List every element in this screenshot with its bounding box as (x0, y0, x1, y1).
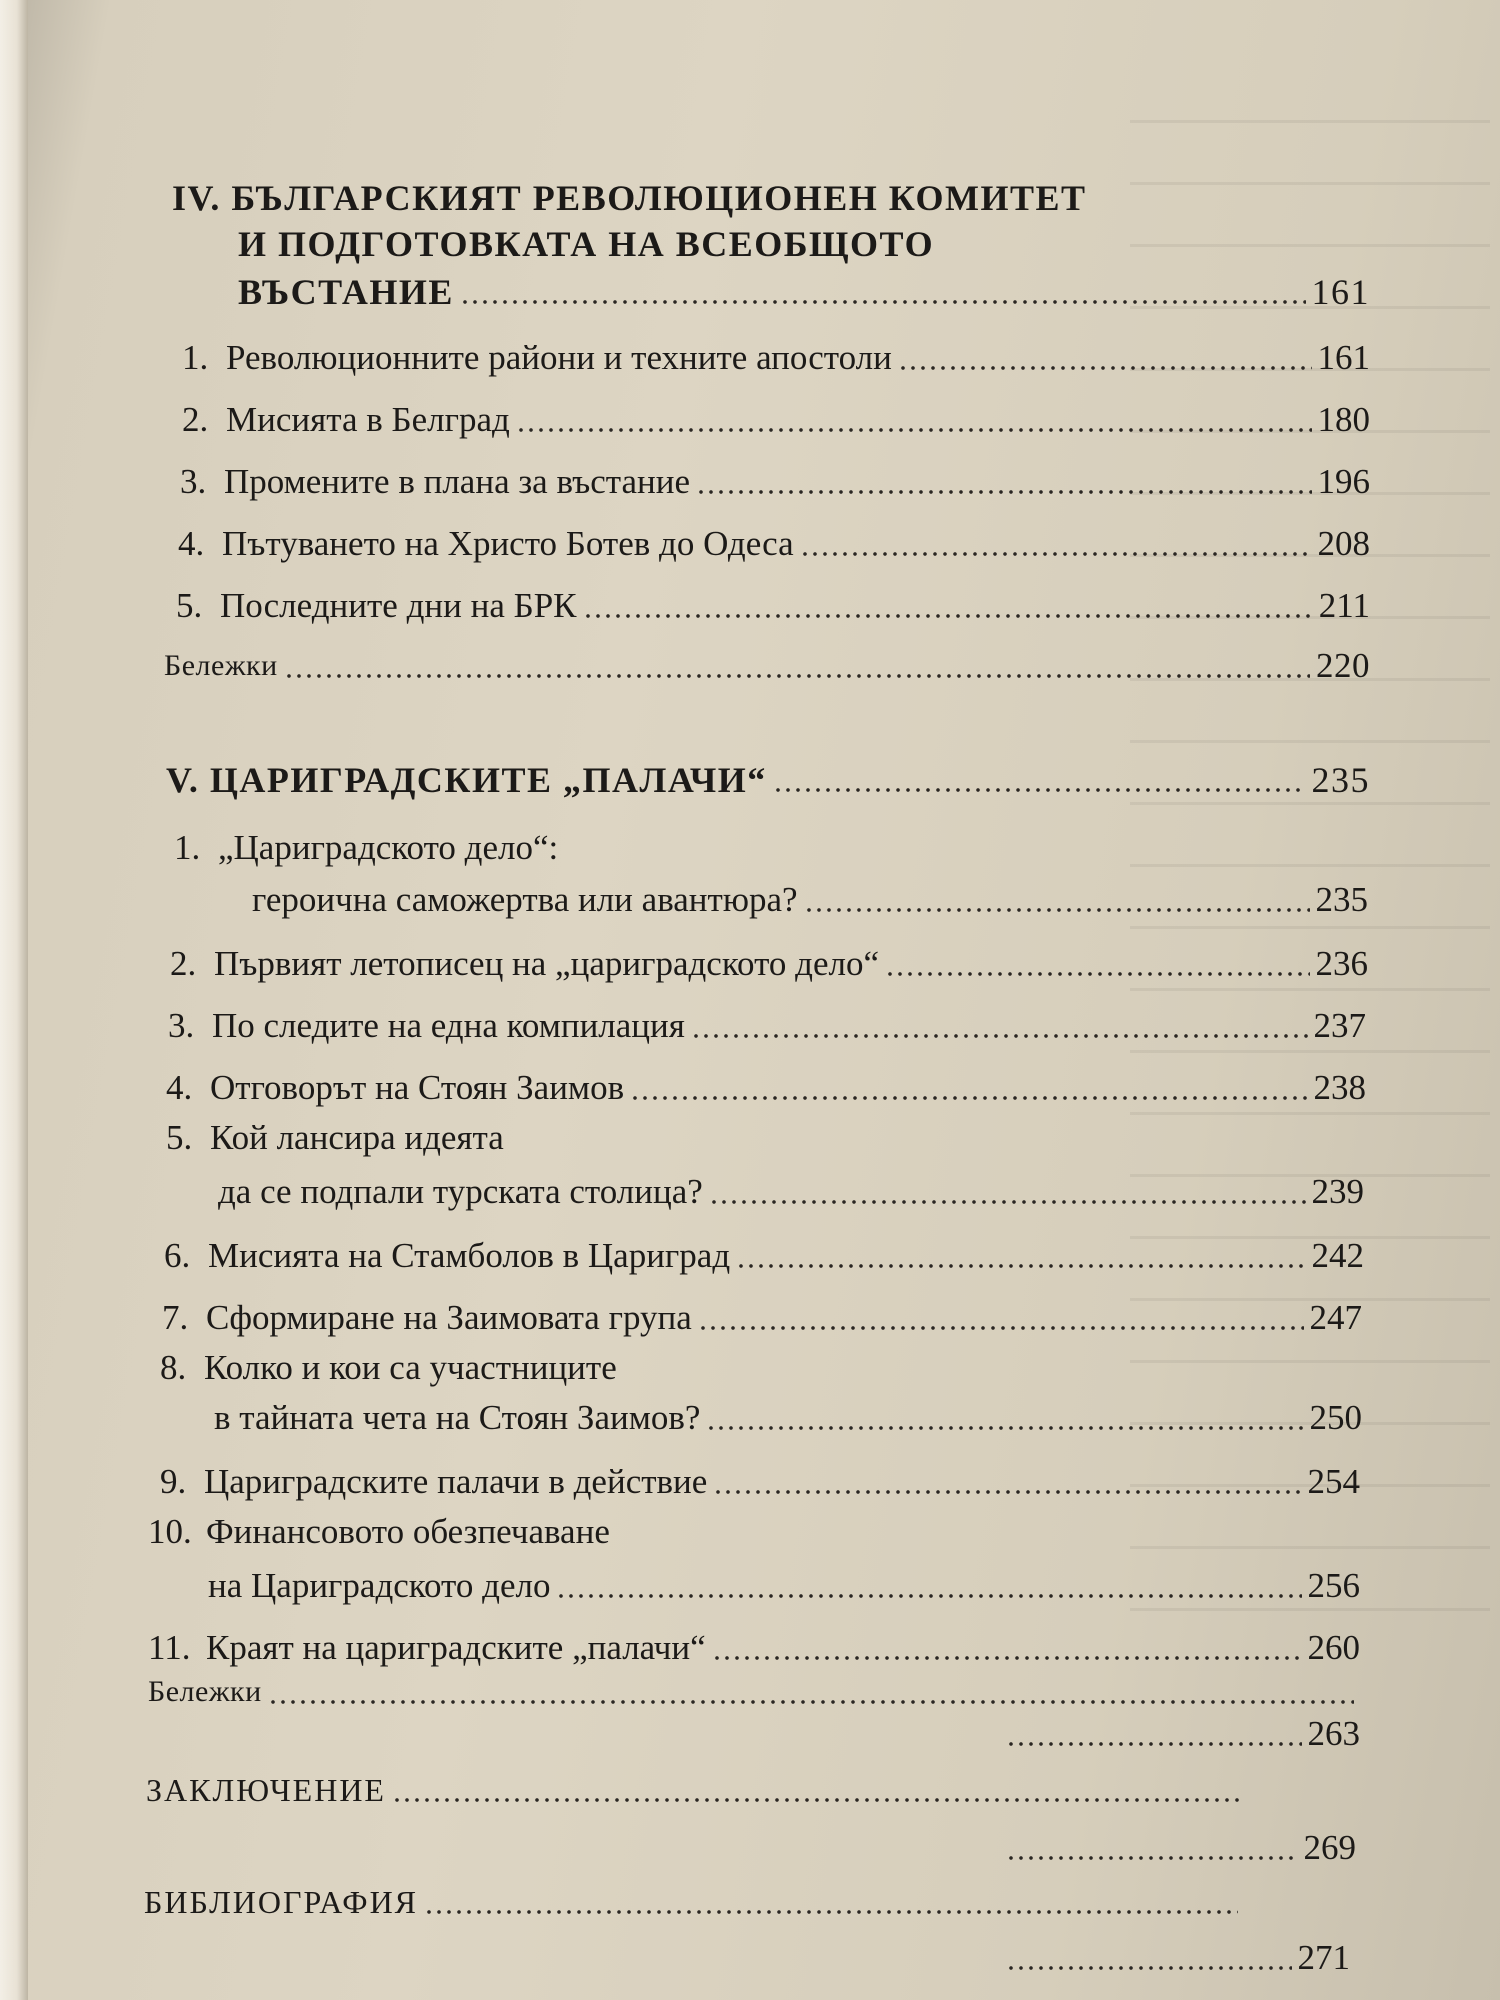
bibliography-page-row (1000, 1936, 1350, 1980)
chapter4-title-line1: IV. БЪЛГАРСКИЯТ РЕВОЛЮЦИОНЕН КОМИТЕТ (172, 178, 1087, 218)
item-number: 6. (164, 1236, 191, 1275)
leader-dots (773, 787, 1306, 793)
item-page: 256 (1307, 1566, 1360, 1605)
leader-dots (556, 1593, 1301, 1599)
toc-item[interactable] (168, 1004, 1366, 1048)
conclusion-entry[interactable] (146, 1768, 1246, 1812)
item-number: 1. (174, 828, 201, 867)
leader-dots (1006, 1855, 1298, 1861)
bibliography-title: БИБЛИОГРАФИЯ (144, 1884, 419, 1920)
chapter5-page: 235 (1311, 760, 1370, 800)
item-number: 1. (182, 338, 209, 377)
item-page: 236 (1315, 944, 1368, 983)
conclusion-page: 269 (1303, 1828, 1356, 1867)
leader-dots (630, 1095, 1307, 1101)
toc-item[interactable] (182, 398, 1370, 442)
item-page: 196 (1317, 462, 1370, 501)
item-page: 208 (1317, 524, 1370, 563)
item-title: Промените в плана за въстание (224, 462, 691, 501)
item-number: 4. (178, 524, 205, 563)
toc-item[interactable] (160, 1460, 1360, 1504)
leader-dots (712, 1655, 1302, 1661)
toc-item[interactable] (178, 522, 1370, 566)
item-title: героична саможертва или авантюра? (252, 880, 798, 919)
chapter5-title: V. ЦАРИГРАДСКИТЕ „ПАЛАЧИ“ (166, 760, 767, 800)
item-title-line1: 8. Колко и кои са участниците (160, 1346, 617, 1390)
chapter4-entry[interactable] (238, 270, 1370, 314)
item-number: 2. (170, 944, 197, 983)
item-title: Пътуването на Христо Ботев до Одеса (222, 524, 794, 563)
item-title: на Цариградското дело (208, 1566, 551, 1605)
leader-dots (736, 1263, 1305, 1269)
item-title: Краят на цариградските „палачи“ (206, 1628, 706, 1667)
bibliography-entry[interactable] (144, 1880, 1244, 1924)
item-page: 238 (1313, 1068, 1366, 1107)
item-page: 239 (1311, 1172, 1364, 1211)
chapter4-title-line2: И ПОДГОТОВКАТА НА ВСЕОБЩОТО (238, 224, 935, 264)
leader-dots (691, 1033, 1308, 1039)
item-page: 254 (1307, 1462, 1360, 1501)
notes-page: 220 (1316, 646, 1370, 685)
toc-item[interactable] (214, 1396, 1362, 1440)
toc-item[interactable] (218, 1170, 1364, 1214)
chapter5-notes-label[interactable] (148, 1670, 1360, 1714)
item-page: 235 (1315, 880, 1368, 919)
leader-dots (1006, 1741, 1302, 1747)
toc-item[interactable] (252, 878, 1368, 922)
conclusion-title: ЗАКЛЮЧЕНИЕ (146, 1772, 386, 1808)
item-number: 7. (162, 1298, 189, 1337)
leader-dots (460, 299, 1306, 305)
item-title-line1: 5. Кой лансира идеята (166, 1116, 504, 1160)
item-title: Сформиране на Заимовата група (206, 1298, 692, 1337)
toc-item[interactable] (180, 460, 1370, 504)
item-title-line1: 1. „Цариградското дело“: (174, 826, 558, 870)
notes-title: Бележки (148, 1675, 262, 1708)
leader-dots (516, 427, 1312, 433)
item-page: 180 (1317, 400, 1370, 439)
item-title: Първият летописец на „цариградското дело“ (214, 944, 880, 983)
toc-item[interactable] (170, 942, 1368, 986)
toc-item[interactable] (176, 584, 1370, 628)
item-number: 3. (180, 462, 207, 501)
item-page: 242 (1311, 1236, 1364, 1275)
item-title: Мисията в Белград (226, 400, 510, 439)
leader-dots (284, 673, 1310, 679)
item-page: 250 (1309, 1398, 1362, 1437)
leader-dots (424, 1909, 1238, 1915)
item-number: 5. (176, 586, 203, 625)
leader-dots (392, 1797, 1240, 1803)
item-page: 237 (1313, 1006, 1366, 1045)
item-number: 5. (166, 1118, 193, 1157)
leader-dots (706, 1425, 1303, 1431)
toc-item[interactable] (162, 1296, 1362, 1340)
item-title: да се подпали турската столица? (218, 1172, 703, 1211)
leader-dots (713, 1489, 1301, 1495)
chapter5-entry[interactable] (166, 758, 1370, 802)
item-title: По следите на една компилация (212, 1006, 685, 1045)
leader-dots (800, 551, 1312, 557)
item-number: 2. (182, 400, 209, 439)
item-title-line1: 10. Финансовото обезпечаване (148, 1510, 610, 1554)
leader-dots (1006, 1965, 1292, 1971)
item-title: в тайната чета на Стоян Заимов? (214, 1398, 701, 1437)
toc-item[interactable] (208, 1564, 1360, 1608)
toc-item[interactable] (164, 1234, 1364, 1278)
item-number: 4. (166, 1068, 193, 1107)
item-page: 211 (1318, 586, 1370, 625)
leader-dots (268, 1699, 1354, 1705)
item-number: 8. (160, 1348, 187, 1387)
toc-item[interactable] (148, 1626, 1360, 1670)
chapter4-title-line3: ВЪСТАНИЕ (238, 272, 454, 312)
leader-dots (709, 1199, 1306, 1205)
toc-item[interactable] (182, 336, 1370, 380)
leader-dots (583, 613, 1313, 619)
notes-title: Бележки (164, 649, 278, 682)
item-title: Мисията на Стамболов в Цариград (208, 1236, 731, 1275)
chapter4-notes[interactable] (164, 644, 1370, 688)
leader-dots (898, 365, 1312, 371)
item-title: Последните дни на БРК (220, 586, 577, 625)
item-title: Цариградските палачи в действие (204, 1462, 708, 1501)
item-page: 161 (1317, 338, 1370, 377)
leader-dots (698, 1325, 1304, 1331)
bibliography-page: 271 (1297, 1938, 1350, 1977)
leader-dots (885, 971, 1309, 977)
conclusion-page-row (1000, 1826, 1356, 1870)
item-number: 10. (148, 1512, 192, 1551)
item-page: 247 (1309, 1298, 1362, 1337)
item-title: Отговорът на Стоян Заимов (210, 1068, 625, 1107)
leader-dots (696, 489, 1311, 495)
item-number: 11. (148, 1628, 191, 1667)
chapter4-page: 161 (1311, 272, 1370, 312)
notes-page: 263 (1307, 1714, 1360, 1753)
item-number: 9. (160, 1462, 187, 1501)
item-page: 260 (1307, 1628, 1360, 1667)
item-number: 3. (168, 1006, 195, 1045)
item-title: Революционните райони и техните апостоли (226, 338, 892, 377)
leader-dots (804, 907, 1310, 913)
chapter5-notes-page-row (1000, 1712, 1360, 1756)
toc-item[interactable] (166, 1066, 1366, 1110)
